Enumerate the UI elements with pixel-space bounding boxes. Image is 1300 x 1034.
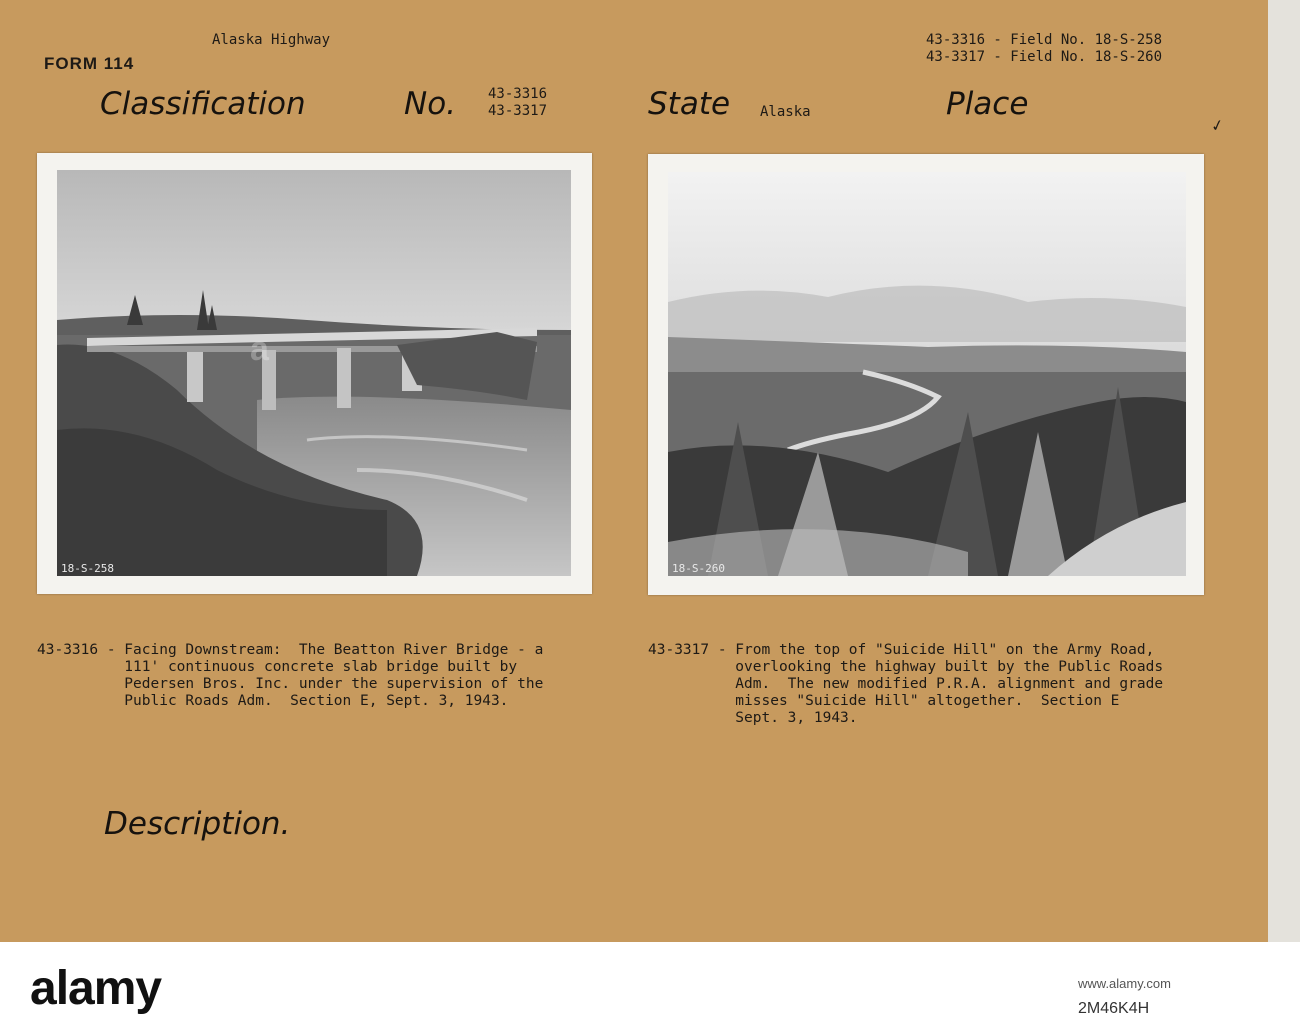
place-label: Place [946, 86, 1029, 122]
watermark-logo: alamy [30, 962, 162, 1015]
caption-left [37, 642, 543, 710]
description-label: Description. [104, 806, 291, 842]
caption-right [648, 642, 1163, 727]
caption-right-line: misses "Suicide Hill" altogether. Section E [648, 693, 1120, 709]
check-mark: ✓ [1209, 114, 1225, 137]
field-number-line-1: 43-3316 - Field No. 18-S-258 [926, 32, 1163, 48]
photo-bridge [57, 170, 571, 576]
number-value-2: 43-3317 [488, 103, 548, 119]
watermark-url: www.alamy.com [1078, 976, 1171, 991]
state-value: Alaska [760, 104, 811, 120]
negative-mark-left: 18-S-258 [61, 562, 114, 575]
caption-left-line: Public Roads Adm. Section E, Sept. 3, 1943. [37, 693, 509, 709]
classification-label: Classification [100, 86, 306, 122]
caption-left-line: 111' continuous concrete slab bridge built by [37, 659, 518, 675]
negative-mark-right: 18-S-260 [672, 562, 725, 575]
number-label: No. [404, 86, 457, 122]
caption-left-line: Pedersen Bros. Inc. under the supervision of the [37, 676, 544, 692]
number-value-1: 43-3316 [488, 86, 548, 102]
form-label: FORM 114 [44, 54, 135, 73]
watermark-image-id: 2M46K4H [1078, 1000, 1150, 1017]
suicide-hill-photo-illustration [668, 172, 1186, 576]
caption-right-line: 43-3317 - From the top of "Suicide Hill" on the Army Road, [648, 642, 1155, 658]
project-name: Alaska Highway [212, 32, 331, 48]
photo-suicide-hill [668, 172, 1186, 576]
state-label: State [648, 86, 731, 122]
field-number-line-2: 43-3317 - Field No. 18-S-260 [926, 49, 1163, 65]
scanner-background-edge [1268, 0, 1300, 942]
caption-left-line: 43-3316 - Facing Downstream: The Beatton River Bridge - a [37, 642, 544, 658]
bridge-photo-illustration [57, 170, 571, 576]
caption-right-line: overlooking the highway built by the Public Roads [648, 659, 1164, 675]
watermark-overlay: a [250, 330, 269, 368]
caption-right-line: Adm. The new modified P.R.A. alignment and grade [648, 676, 1164, 692]
caption-right-line: Sept. 3, 1943. [648, 710, 858, 726]
